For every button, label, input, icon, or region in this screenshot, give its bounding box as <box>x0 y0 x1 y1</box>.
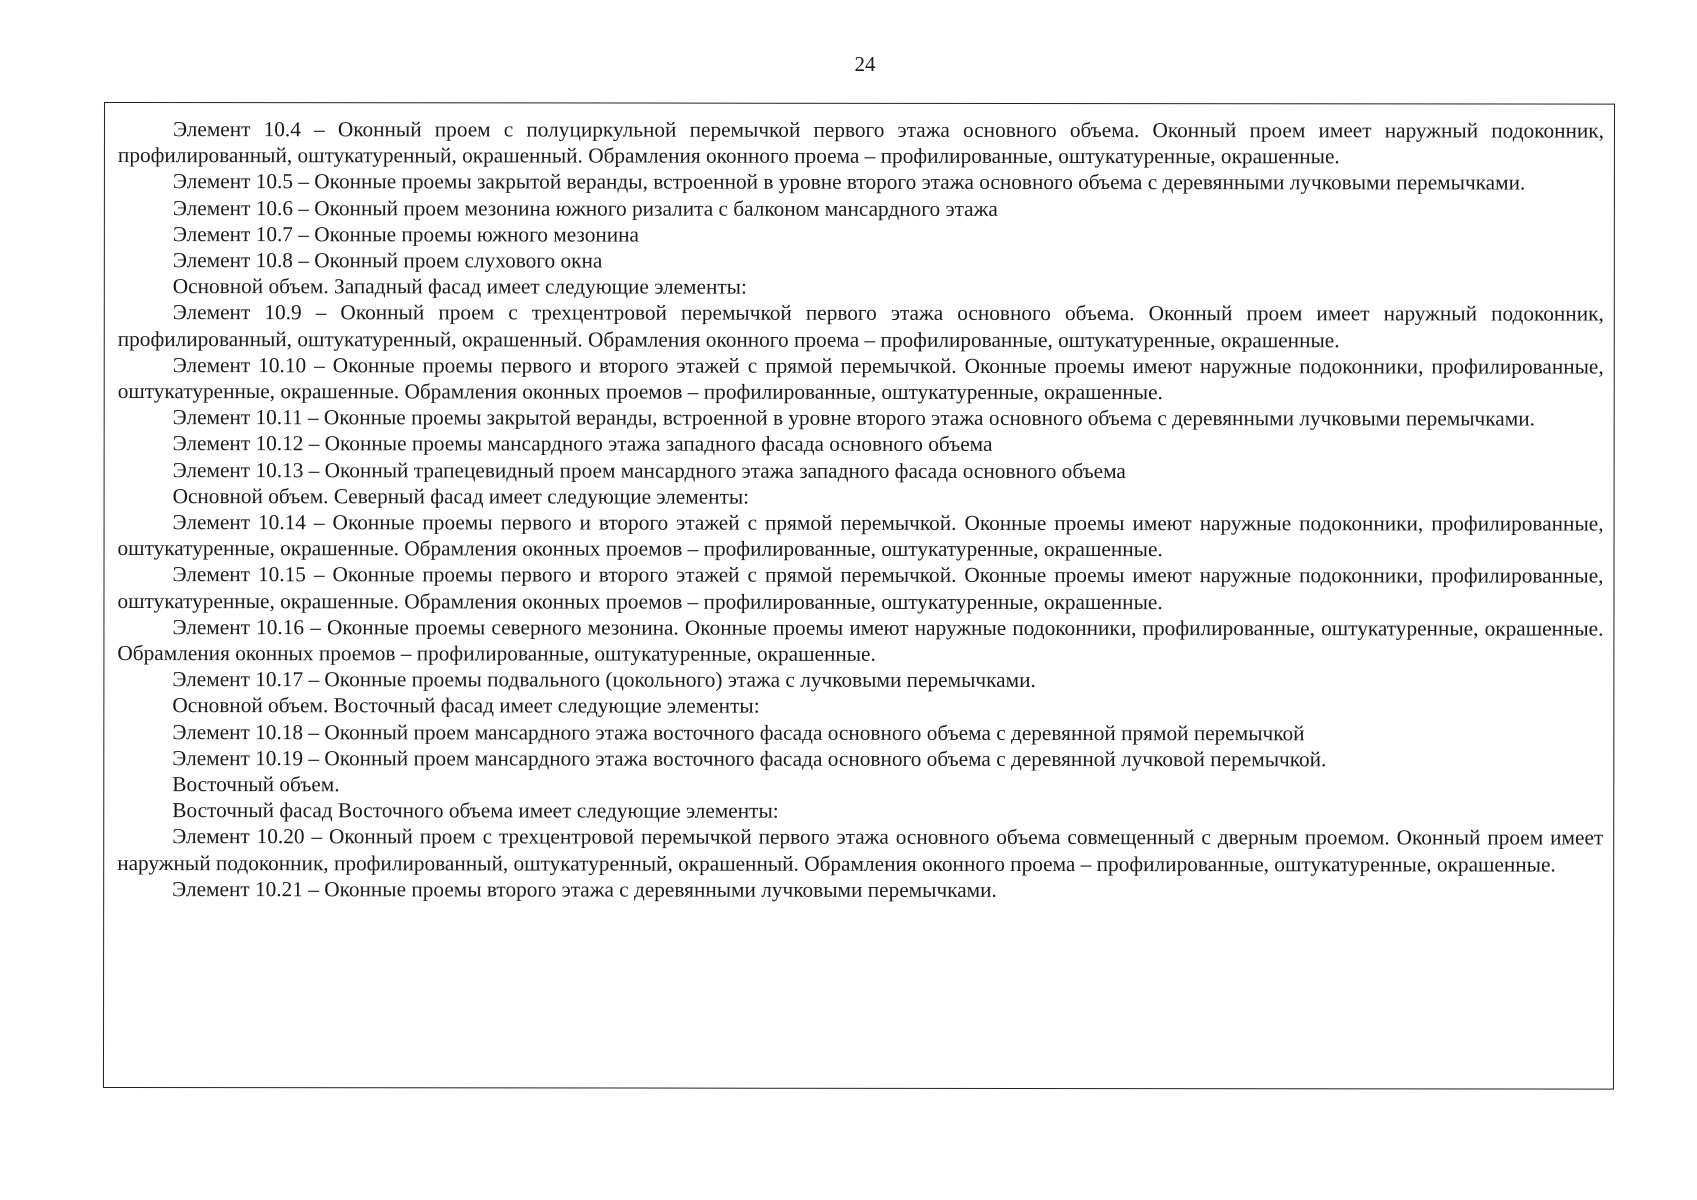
section-heading-north-facade: Основной объем. Северный фасад имеет следующие элементы: <box>172 483 750 509</box>
paragraph-element-10-4: Элемент 10.4 – Оконный проем с полуциркульной перемычкой первого этажа основного объема. Оконный проем имеет наружный подоконник, профилированный, оштукатуренный, окрашенный. Обрамления оконного проема – профилированные, оштукатуренные, окрашенные. <box>117 117 1604 169</box>
paragraph-element-10-11: Элемент 10.11 – Оконные проемы закрытой веранды, встроенной в уровне второго этажа основного объема с деревянными лучковыми перемычками. <box>172 405 1535 431</box>
paragraph-element-10-10: Элемент 10.10 – Оконные проемы первого и второго этажей с прямой перемычкой. Оконные проемы имеют наружные подоконники, профилированные, оштукатуренные, окрашенные. Обрамления оконных проемов – профилированные, оштукатуренные, окрашенные. <box>117 352 1604 405</box>
section-heading-west-facade: Основной объем. Западный фасад имеет следующие элементы: <box>172 274 747 299</box>
paragraph-element-10-20: Элемент 10.20 – Оконный проем с трехцентровой перемычкой первого этажа основного объема совмещенный с дверным проемом. Оконный проем имеет наружный подоконник, профилированный, оштукатуренный, окрашенный. Обрамления оконного проема – профилированные, оштукатуренные, окрашенные. <box>117 824 1604 877</box>
paragraph-element-10-13: Элемент 10.13 – Оконный трапецевидный проем мансардного этажа западного фасада основного объема <box>172 457 1126 483</box>
paragraph-element-10-19: Элемент 10.19 – Оконный проем мансардного этажа восточного фасада основного объема с деревянной лучковой перемычкой. <box>172 745 1327 772</box>
paragraph-element-10-16: Элемент 10.16 – Оконные проемы северного мезонина. Оконные проемы имеют наружные подоконники, профилированные, оштукатуренные, окрашенные. Обрамления оконных проемов – профилированные, оштукатуренные, окрашенные. <box>117 614 1604 666</box>
paragraph-element-10-9: Элемент 10.9 – Оконный проем с трехцентровой перемычкой первого этажа основного объема. Оконный проем имеет наружный подоконник, профилированный, оштукатуренный, окрашенный. Обрамления оконного проема – профилированные, оштукатуренные, окрашенные. <box>117 300 1604 352</box>
page-number: 24 <box>854 52 876 76</box>
section-heading-east-volume: Восточный объем. <box>172 772 340 797</box>
text-frame <box>103 102 1615 1090</box>
paragraph-element-10-17: Элемент 10.17 – Оконные проемы подвального (цокольного) этажа с лучковыми перемычками. <box>172 667 1036 693</box>
paragraph-element-10-6: Элемент 10.6 – Оконный проем мезонина южного ризалита с балконом мансардного этажа <box>172 195 998 221</box>
paragraph-element-10-18: Элемент 10.18 – Оконный проем мансардного этажа восточного фасада основного объема с деревянной прямой перемычкой <box>172 719 1305 745</box>
paragraph-element-10-21: Элемент 10.21 – Оконные проемы второго этажа с деревянными лучковыми перемычками. <box>172 876 997 902</box>
paragraph-element-10-8: Элемент 10.8 – Оконный проем слухового окна <box>172 248 603 273</box>
section-heading-east-volume-facade: Восточный фасад Восточного объема имеет следующие элементы: <box>172 798 779 823</box>
paragraph-element-10-15: Элемент 10.15 – Оконные проемы первого и второго этажей с прямой перемычкой. Оконные проемы имеют наружные подоконники, профилированные, оштукатуренные, окрашенные. Обрамления оконных проемов – профилированные, оштукатуренные, окрашенные. <box>117 562 1604 614</box>
paragraph-element-10-12: Элемент 10.12 – Оконные проемы мансардного этажа западного фасада основного объема <box>172 431 993 457</box>
paragraph-element-10-7: Элемент 10.7 – Оконные проемы южного мезонина <box>172 221 640 247</box>
paragraph-element-10-14: Элемент 10.14 – Оконные проемы первого и второго этажей с прямой перемычкой. Оконные проемы имеют наружные подоконники, профилированные, оштукатуренные, окрашенные. Обрамления оконных проемов – профилированные, оштукатуренные, окрашенные. <box>117 510 1604 562</box>
section-heading-east-facade: Основной объем. Восточный фасад имеет следующие элементы: <box>172 693 760 719</box>
paragraph-element-10-5: Элемент 10.5 – Оконные проемы закрытой веранды, встроенной в уровне второго этажа основного объема с деревянными лучковыми перемычками. <box>172 169 1526 195</box>
